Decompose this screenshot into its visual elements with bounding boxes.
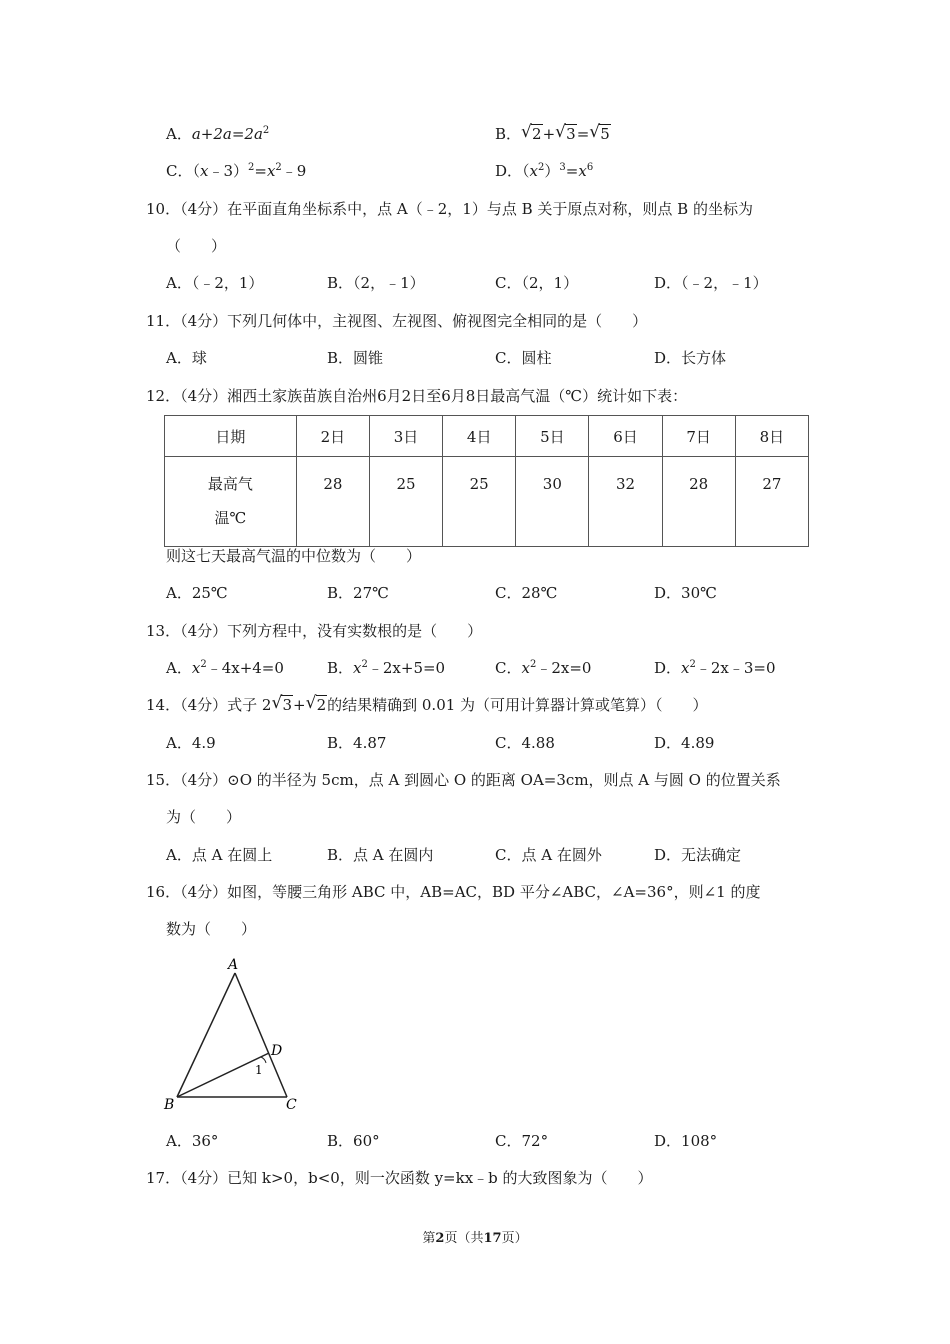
option-label: D．（	[495, 162, 530, 180]
footer-text: 第	[422, 1231, 436, 1246]
table-cell: 8日	[735, 416, 808, 457]
exponent: 2	[200, 659, 207, 670]
expr-part: ﹣4x+4=0	[206, 659, 284, 677]
q14-option-c: C．4.88	[495, 734, 555, 752]
table-cell: 25	[369, 457, 442, 547]
q10-stem-line1: 10．（4分）在平面直角坐标系中，点 A（﹣2，1）与点 B 关于原点对称，则点 B 的坐标为	[146, 200, 753, 218]
q10-option-a: A．（﹣2，1）	[166, 274, 264, 292]
table-cell: 30	[516, 457, 589, 547]
q15-stem-line2: 为（ ）	[166, 808, 242, 826]
q13-option-b	[327, 658, 445, 678]
vertex-label-a: A	[228, 957, 239, 973]
expr-part: ）	[544, 162, 560, 180]
exponent: 3	[559, 162, 566, 173]
radicand: 5	[600, 125, 610, 143]
q14-option-a: A．4.9	[166, 734, 216, 752]
q15-stem-line1: 15．（4分）⊙O 的半径为 5cm，点 A 到圆心 O 的距离 OA=3cm，则点 A 与圆 O 的位置关系	[146, 771, 781, 789]
q12-option-a: A．25℃	[166, 584, 228, 602]
q11-option-b: B．圆锥	[327, 349, 384, 367]
expr-part: ﹣3）	[208, 162, 248, 180]
variable: x	[191, 659, 201, 677]
expr-part: ﹣2x﹣3=0	[695, 659, 776, 677]
q12-question: 则这七天最高气温的中位数为（ ）	[166, 547, 422, 565]
plus-sign: +	[542, 125, 556, 143]
temperature-table	[164, 415, 809, 547]
q11-option-c: C．圆柱	[495, 349, 552, 367]
q13-option-c	[495, 658, 591, 678]
option-label: A．	[166, 125, 192, 143]
option-label: A．	[166, 659, 192, 677]
table-cell: 5日	[516, 416, 589, 457]
stem-text: 14．（4分）式子 2	[146, 696, 272, 714]
option-label: B．	[327, 659, 354, 677]
page-number: 2	[435, 1231, 445, 1246]
q15-option-b: B．点 A 在圆内	[327, 846, 434, 864]
exponent: 2	[275, 162, 282, 173]
sqrt-3	[271, 695, 293, 715]
variable: x	[578, 162, 587, 180]
q14-option-d: D．4.89	[654, 734, 715, 752]
table-cell: 2日	[296, 416, 369, 457]
vertex-label-c: C	[286, 1097, 297, 1113]
q10-option-c: C．（2，1）	[495, 274, 579, 292]
table-cell: 32	[589, 457, 662, 547]
angle-label-1: 1	[255, 1063, 263, 1077]
q13-stem: 13．（4分）下列方程中，没有实数根的是（ ）	[146, 622, 483, 640]
vertex-label-b: B	[164, 1097, 175, 1113]
expr-part: ﹣2x=0	[536, 659, 592, 677]
q9-option-b	[495, 124, 611, 144]
plus-sign: +	[293, 696, 306, 714]
variable: x	[529, 162, 538, 180]
table-cell: 3日	[369, 416, 442, 457]
equals-sign: =	[576, 125, 590, 143]
q10-option-d: D．（﹣2，﹣1）	[654, 274, 768, 292]
q12-option-b: B．27℃	[327, 584, 389, 602]
footer-text: 页）	[501, 1231, 528, 1246]
variable: x	[353, 659, 362, 677]
sqrt-3	[555, 124, 577, 144]
variable: x	[681, 659, 690, 677]
q13-option-d	[654, 658, 776, 678]
q16-option-c: C．72°	[495, 1132, 549, 1150]
side-ab	[177, 973, 235, 1097]
option-expr: a+2a=2a	[191, 125, 263, 143]
total-pages: 17	[483, 1231, 502, 1246]
option-label: C．（	[166, 162, 200, 180]
option-label: C．	[495, 659, 522, 677]
table-row	[165, 457, 809, 547]
table-cell: 25	[443, 457, 516, 547]
exponent: 2	[529, 659, 537, 670]
q17-stem: 17．（4分）已知 k>0，b<0，则一次函数 y=kx﹣b 的大致图象为（ ）	[146, 1169, 653, 1187]
exponent: 2	[538, 162, 545, 173]
q13-option-a	[166, 658, 284, 678]
page-footer	[0, 1227, 950, 1246]
expr-part: ﹣2x+5=0	[367, 659, 446, 677]
q9-option-a	[166, 124, 269, 144]
radicand: 3	[282, 696, 292, 714]
row-label-line: 最高气	[207, 475, 253, 493]
table-cell: 6日	[589, 416, 662, 457]
radicand: 2	[316, 696, 327, 714]
q14-stem	[146, 695, 708, 715]
exponent: 2	[248, 162, 255, 173]
q10-option-b: B．（2，﹣1）	[327, 274, 425, 292]
q16-option-d: D．108°	[654, 1132, 718, 1150]
table-header-row	[165, 416, 809, 457]
option-label: B．	[495, 125, 522, 143]
q9-option-d	[495, 161, 593, 181]
exponent: 6	[586, 162, 594, 173]
table-cell: 28	[662, 457, 735, 547]
q10-stem-line2: （ ）	[166, 237, 227, 255]
radicand: 2	[532, 125, 542, 143]
q16-stem-line2: 数为（ ）	[166, 920, 257, 938]
side-ac	[235, 973, 287, 1097]
exponent: 2	[689, 659, 696, 670]
vertex-label-d: D	[271, 1043, 283, 1059]
q16-stem-line1: 16．（4分）如图，等腰三角形 ABC 中，AB=AC，BD 平分∠ABC，∠A=36°，则∠1 的度	[146, 883, 761, 901]
equals-sign: =	[254, 162, 267, 180]
q15-option-d: D．无法确定	[654, 846, 742, 864]
q15-option-c: C．点 A 在圆外	[495, 846, 602, 864]
table-cell: 7日	[662, 416, 735, 457]
variable: x	[521, 659, 530, 677]
exponent: 2	[361, 659, 368, 670]
q11-stem: 11．（4分）下列几何体中，主视图、左视图、俯视图完全相同的是（ ）	[146, 312, 648, 330]
radicand: 3	[566, 125, 576, 143]
stem-text: 的结果精确到 0.01 为（可用计算器计算或笔算）（ ）	[327, 696, 708, 714]
q9-option-c	[166, 161, 306, 181]
q12-option-c: C．28℃	[495, 584, 558, 602]
option-label: D．	[654, 659, 682, 677]
table-cell: 日期	[165, 416, 297, 457]
table-cell: 27	[735, 457, 808, 547]
table-cell: 28	[296, 457, 369, 547]
q12-option-d: D．30℃	[654, 584, 717, 602]
equals-sign: =	[565, 162, 579, 180]
variable: x	[266, 162, 276, 180]
table-cell: 4日	[443, 416, 516, 457]
exponent: 2	[262, 125, 270, 136]
expr-part: ﹣9	[281, 162, 307, 180]
q12-stem: 12．（4分）湘西土家族苗族自治州6月2日至6月8日最高气温（℃）统计如下表：	[146, 387, 688, 405]
q15-option-a: A．点 A 在圆上	[166, 846, 273, 864]
table-row-label	[165, 457, 297, 547]
q16-option-a: A．36°	[166, 1132, 219, 1150]
variable: x	[199, 162, 209, 180]
sqrt-2	[306, 695, 328, 715]
q11-option-a: A．球	[166, 349, 207, 367]
q14-option-b: B．4.87	[327, 734, 387, 752]
footer-text: 页（共	[444, 1231, 484, 1246]
sqrt-2	[521, 124, 543, 144]
q16-option-b: B．60°	[327, 1132, 380, 1150]
row-label-line: 温℃	[214, 509, 247, 527]
sqrt-5	[589, 124, 611, 144]
q11-option-d: D．长方体	[654, 349, 727, 367]
triangle-figure	[160, 952, 310, 1117]
